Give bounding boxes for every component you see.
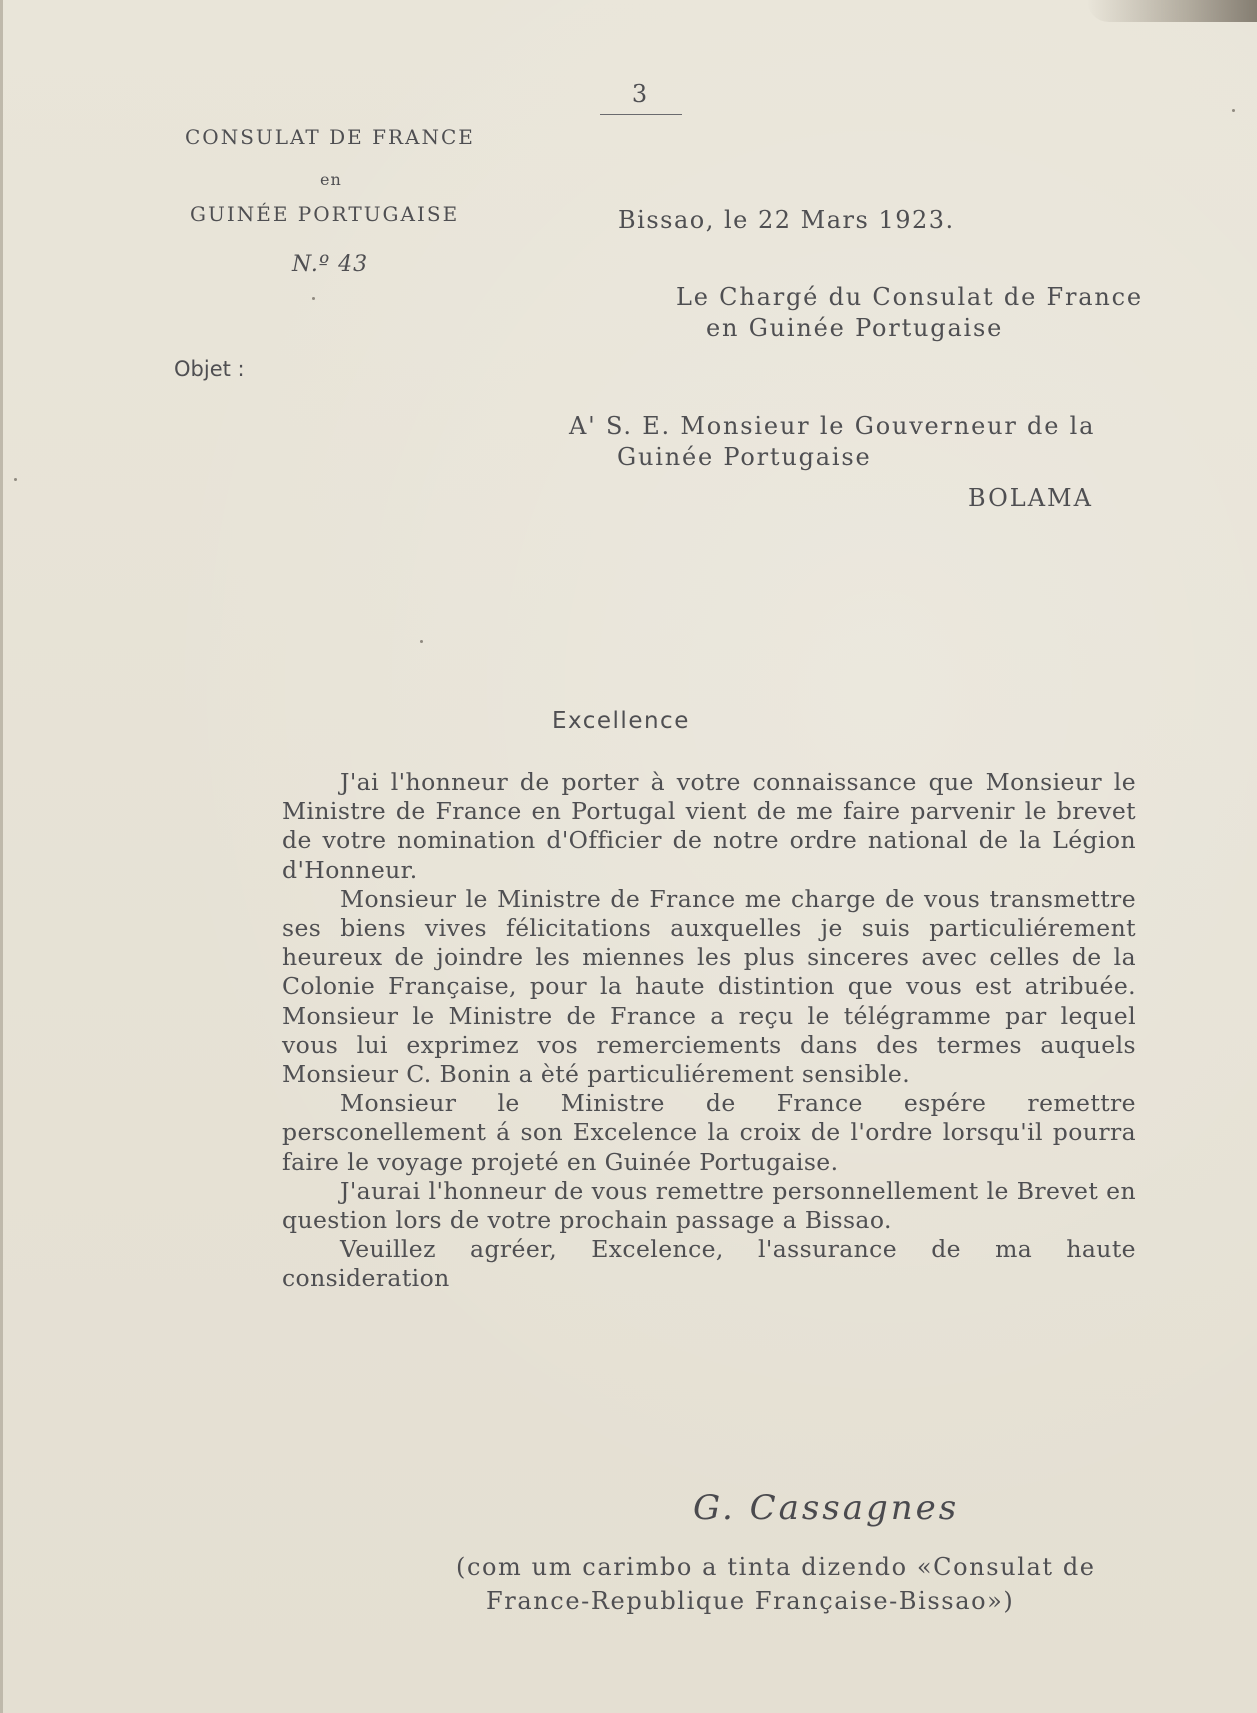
stamp-note xyxy=(456,1550,1096,1618)
date-line: Bissao, le 22 Mars 1923. xyxy=(618,206,955,234)
stamp-note-line-2: France-Republique Française-Bissao») xyxy=(486,1587,1015,1615)
sender-block xyxy=(676,282,1143,344)
reference-number: N.º 43 xyxy=(292,252,369,277)
letterhead-line-1: CONSULAT DE FRANCE xyxy=(185,125,475,149)
objet-label: Objet : xyxy=(174,357,245,381)
letter-body xyxy=(282,768,1136,1294)
page-edge xyxy=(0,0,3,1713)
addressee-city: BOLAMA xyxy=(968,484,1093,512)
paper-speck xyxy=(312,297,315,300)
paper-speck xyxy=(14,478,17,481)
stamp-note-line-1: (com um carimbo a tinta dizendo «Consulat de xyxy=(456,1553,1096,1581)
signature: G. Cassagnes xyxy=(693,1488,960,1528)
page-number: 3 xyxy=(631,80,649,108)
body-paragraph: Veuillez agréer, Excelence, l'assurance de ma haute consideration xyxy=(282,1235,1136,1293)
body-paragraph: J'aurai l'honneur de vous remettre personnellement le Brevet en question lors de votre prochain passage a Bissao. xyxy=(282,1176,1136,1235)
corner-stain xyxy=(1087,0,1257,22)
letterhead-line-2: en xyxy=(320,170,342,189)
body-paragraph: Monsieur le Ministre de France espére remettre persсonellement á son Excelence la croix de l'ordre lorsqu'il pourra faire le voyage projeté en Guinée Portugaise. xyxy=(282,1089,1136,1176)
sender-line-1: Le Chargé du Consulat de France xyxy=(676,283,1143,311)
addressee-line-2: Guinée Portugaise xyxy=(617,443,872,471)
addressee-block xyxy=(569,411,1095,473)
sender-line-2: en Guinée Portugaise xyxy=(706,314,1004,342)
paper-speck xyxy=(420,640,423,643)
addressee-line-1: A' S. E. Monsieur le Gouverneur de la xyxy=(569,412,1096,440)
paper-speck xyxy=(1232,109,1235,112)
salutation: Excellence xyxy=(552,708,690,734)
letterhead-line-3: GUINÉE PORTUGAISE xyxy=(190,202,460,226)
body-paragraph: J'ai l'honneur de porter à votre connaissance que Monsieur le Ministre de France en Portugal vient de me faire parvenir le brevet de votre nomination d'Officier de notre ordre national de la Légion d'Honneur. xyxy=(282,768,1136,884)
page-number-rule xyxy=(600,114,682,115)
body-paragraph: Monsieur le Ministre de France me charge de vous transmettre ses biens vives félicitations auxquelles je suis particuliérement heureux de joindre les miennes les plus sinceres avec celles de la Colonie Française, pour la haute distintion que vous est atribuée. Monsieur le Ministre de France a reçu le télégramme par lequel vous lui exprimez vos remerciements dans des termes auquels Monsieur C. Bonin a èté particuliérement sensible. xyxy=(282,884,1136,1089)
